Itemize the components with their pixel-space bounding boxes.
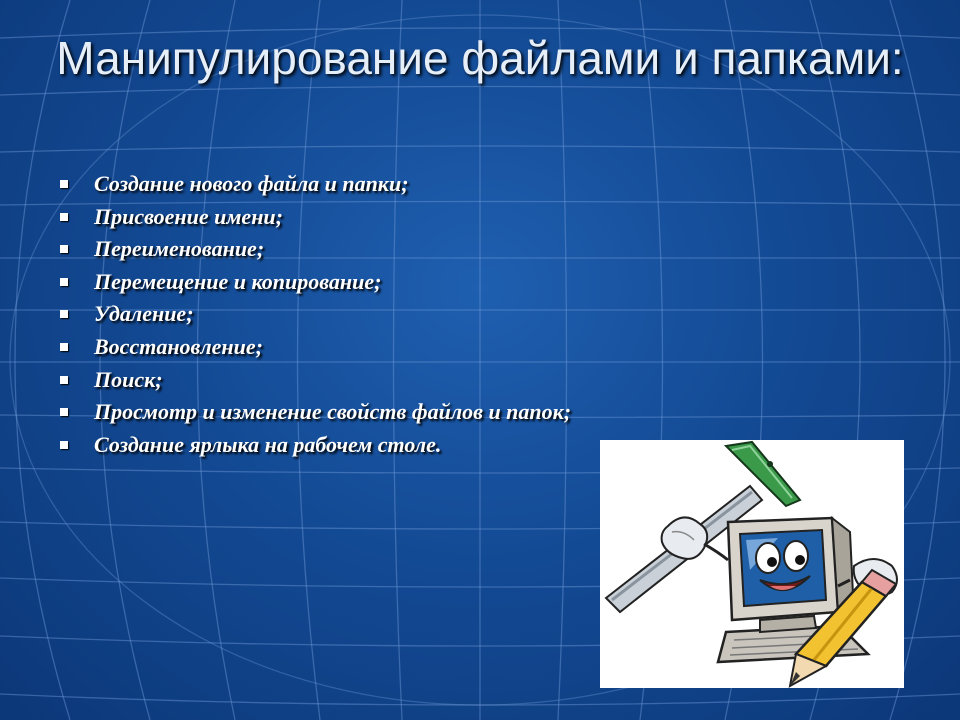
- bullet-list: [58, 168, 878, 461]
- list-item: Переименование;: [58, 233, 878, 266]
- bullet-square-icon: [60, 343, 68, 351]
- bullet-square-icon: [60, 408, 68, 416]
- bullet-square-icon: [60, 180, 68, 188]
- list-item: Удаление;: [58, 298, 878, 331]
- list-item: Создание нового файла и папки;: [58, 168, 878, 201]
- list-item: Поиск;: [58, 364, 878, 397]
- clipart-illustration: [600, 440, 904, 688]
- bullet-square-icon: [60, 278, 68, 286]
- bullet-square-icon: [60, 376, 68, 384]
- clipart-svg: [600, 440, 904, 688]
- list-item: Перемещение и копирование;: [58, 266, 878, 299]
- bullet-square-icon: [60, 310, 68, 318]
- list-item: Создание ярлыка на рабочем столе.: [58, 429, 878, 462]
- bullet-square-icon: [60, 245, 68, 253]
- slide-title: Манипулирование файлами и папками:: [56, 32, 904, 84]
- list-item: Восстановление;: [58, 331, 878, 364]
- list-item: Присвоение имени;: [58, 201, 878, 234]
- bullet-square-icon: [60, 213, 68, 221]
- list-item: Просмотр и изменение свойств файлов и папок;: [58, 396, 878, 429]
- bullet-square-icon: [60, 441, 68, 449]
